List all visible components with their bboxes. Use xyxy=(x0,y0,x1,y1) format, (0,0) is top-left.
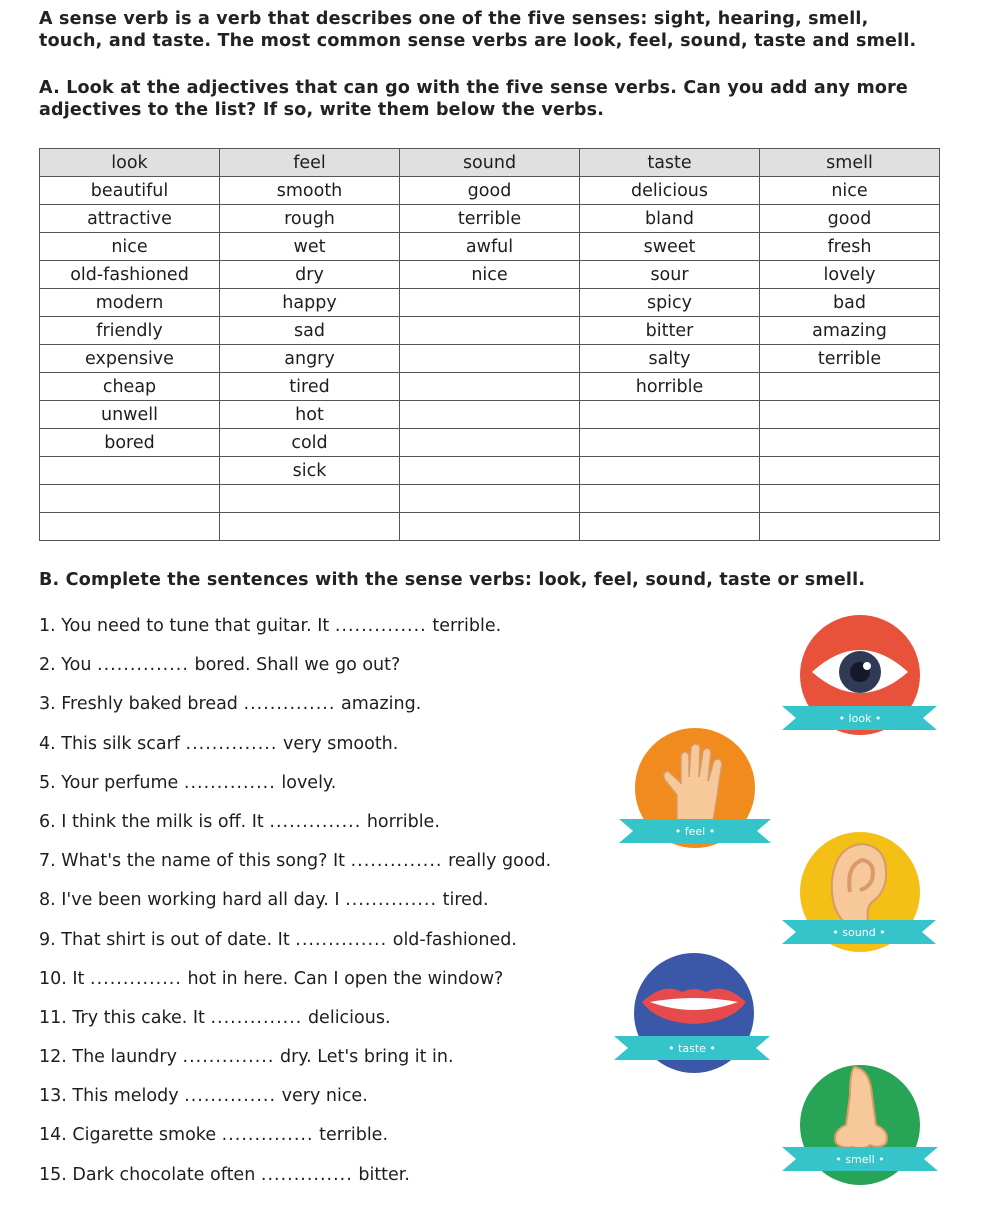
table-cell-taste: sweet xyxy=(580,233,760,261)
table-cell-smell: lovely xyxy=(760,261,940,289)
table-cell-look: beautiful xyxy=(40,177,220,205)
sentence-end: very smooth. xyxy=(283,733,399,754)
header-taste: taste xyxy=(580,149,760,177)
sentence-end: old-fashioned. xyxy=(392,929,517,950)
section-a-line-2: adjectives to the list? If so, write them below the verbs. xyxy=(39,100,605,120)
table-cell-look: old-fashioned xyxy=(40,261,220,289)
answer-blank[interactable]: .............. xyxy=(182,1047,275,1068)
table-cell-taste: horrible xyxy=(580,373,760,401)
table-cell-look: bored xyxy=(40,429,220,457)
sentence-end: bored. Shall we go out? xyxy=(194,655,401,676)
table-cell-feel: sick xyxy=(220,457,400,485)
table-cell-feel: tired xyxy=(220,373,400,401)
table-body xyxy=(40,177,940,541)
table-cell-sound xyxy=(400,513,580,541)
table-cell-sound xyxy=(400,401,580,429)
header-look: look xyxy=(40,149,220,177)
table-row xyxy=(40,457,940,485)
answer-blank[interactable]: .............. xyxy=(350,851,443,872)
answer-blank[interactable]: .............. xyxy=(295,929,388,950)
sentence-item xyxy=(39,1044,639,1083)
table-cell-look: nice xyxy=(40,233,220,261)
table-row xyxy=(40,401,940,429)
sound-ear-icon xyxy=(780,822,940,952)
table-cell-sound xyxy=(400,429,580,457)
sentence-end: terrible. xyxy=(319,1125,389,1146)
table-row xyxy=(40,373,940,401)
answer-blank[interactable]: .............. xyxy=(97,655,189,676)
table-cell-smell xyxy=(760,401,940,429)
table-cell-sound xyxy=(400,289,580,317)
sentence-start: 5. Your perfume xyxy=(39,772,179,793)
table-cell-taste: salty xyxy=(580,345,760,373)
section-b-title xyxy=(39,569,969,591)
table-row xyxy=(40,289,940,317)
sentence-item xyxy=(39,1162,639,1201)
intro-line-1: A sense verb is a verb that describes one of the five senses: sight, hearing, smell, xyxy=(39,9,869,29)
table-cell-sound xyxy=(400,485,580,513)
smell-icon-label: • smell • xyxy=(835,1153,885,1166)
answer-blank[interactable]: .............. xyxy=(334,616,427,636)
sentence-start: 7. What's the name of this song? It xyxy=(39,851,346,872)
table-cell-smell: fresh xyxy=(760,233,940,261)
sentence-start: 15. Dark chocolate often xyxy=(39,1164,256,1185)
table-cell-taste xyxy=(580,457,760,485)
answer-blank[interactable]: .............. xyxy=(345,890,438,911)
sentence-end: terrible. xyxy=(432,616,502,636)
table-cell-smell xyxy=(760,373,940,401)
sentence-end: really good. xyxy=(448,851,552,872)
header-smell: smell xyxy=(760,149,940,177)
table-cell-smell: amazing xyxy=(760,317,940,345)
answer-blank[interactable]: .............. xyxy=(243,694,336,715)
table-row xyxy=(40,485,940,513)
table-row xyxy=(40,345,940,373)
section-a-line-1: A. Look at the adjectives that can go with the five sense verbs. Can you add any more xyxy=(39,78,909,98)
table-cell-look: modern xyxy=(40,289,220,317)
table-cell-smell: nice xyxy=(760,177,940,205)
sentence-start: 9. That shirt is out of date. It xyxy=(39,929,290,950)
table-row xyxy=(40,513,940,541)
table-cell-sound: nice xyxy=(400,261,580,289)
section-b-title-text: B. Complete the sentences with the sense verbs: look, feel, sound, taste or smell. xyxy=(39,570,866,590)
answer-blank[interactable]: .............. xyxy=(269,811,362,832)
feel-icon-label: • feel • xyxy=(674,825,716,838)
table-row xyxy=(40,205,940,233)
table-cell-smell xyxy=(760,485,940,513)
sentence-end: delicious. xyxy=(307,1007,391,1028)
sentence-end: very nice. xyxy=(281,1086,368,1107)
sentence-item xyxy=(39,1005,639,1044)
answer-blank[interactable]: .............. xyxy=(90,968,182,989)
table-row xyxy=(40,177,940,205)
sentence-list xyxy=(39,613,639,1201)
sentence-end: bitter. xyxy=(358,1164,410,1185)
table-cell-taste xyxy=(580,429,760,457)
sentence-start: 10. It xyxy=(39,968,85,989)
table-cell-look: attractive xyxy=(40,205,220,233)
sentence-end: horrible. xyxy=(366,811,440,832)
sentence-end: lovely. xyxy=(281,772,337,793)
sentence-start: 3. Freshly baked bread xyxy=(39,694,238,715)
sentence-item xyxy=(39,1083,639,1122)
table-cell-taste: sour xyxy=(580,261,760,289)
table-cell-look xyxy=(40,485,220,513)
table-row xyxy=(40,233,940,261)
smell-nose-icon xyxy=(780,1055,940,1185)
sentence-end: hot in here. Can I open the window? xyxy=(187,968,504,989)
table-cell-taste xyxy=(580,401,760,429)
sentence-item xyxy=(39,731,639,770)
sentence-item xyxy=(39,927,639,966)
sound-icon-label: • sound • xyxy=(832,926,886,939)
table-cell-sound: good xyxy=(400,177,580,205)
intro-line-2: touch, and taste. The most common sense verbs are look, feel, sound, taste and smell. xyxy=(39,31,917,51)
sentence-start: 4. This silk scarf xyxy=(39,733,180,754)
table-cell-look: expensive xyxy=(40,345,220,373)
sentence-start: 2. You xyxy=(39,655,92,676)
header-feel: feel xyxy=(220,149,400,177)
table-cell-taste: spicy xyxy=(580,289,760,317)
table-cell-look xyxy=(40,457,220,485)
sentence-start: 12. The laundry xyxy=(39,1047,177,1068)
table-cell-feel: sad xyxy=(220,317,400,345)
table-cell-feel: rough xyxy=(220,205,400,233)
sentence-item xyxy=(39,809,639,848)
table-cell-feel: cold xyxy=(220,429,400,457)
section-a-instructions xyxy=(39,77,969,121)
taste-mouth-icon xyxy=(612,940,772,1075)
intro-paragraph xyxy=(39,8,969,52)
look-icon-label: • look • xyxy=(838,712,882,725)
table-cell-feel: smooth xyxy=(220,177,400,205)
table-cell-sound: terrible xyxy=(400,205,580,233)
table-cell-look: cheap xyxy=(40,373,220,401)
table-cell-sound xyxy=(400,345,580,373)
sentence-item xyxy=(39,770,639,809)
sentence-item xyxy=(39,1122,639,1161)
table-row xyxy=(40,317,940,345)
header-sound: sound xyxy=(400,149,580,177)
sentence-start: 13. This melody xyxy=(39,1086,179,1107)
sentence-end: amazing. xyxy=(340,694,422,715)
sentence-start: 14. Cigarette smoke xyxy=(39,1125,217,1146)
sentence-start: 11. Try this cake. It xyxy=(39,1007,205,1028)
table-cell-look: unwell xyxy=(40,401,220,429)
sentence-end: tired. xyxy=(442,890,489,911)
answer-blank[interactable]: .............. xyxy=(221,1125,314,1146)
sentence-end: dry. Let's bring it in. xyxy=(279,1047,454,1068)
table-cell-taste: bitter xyxy=(580,317,760,345)
table-cell-taste xyxy=(580,513,760,541)
table-cell-feel: hot xyxy=(220,401,400,429)
table-cell-taste xyxy=(580,485,760,513)
sentence-start: 1. You need to tune that guitar. It xyxy=(39,616,330,636)
sentence-item xyxy=(39,652,639,691)
sentence-item xyxy=(39,966,639,1005)
table-cell-smell xyxy=(760,513,940,541)
table-cell-smell: bad xyxy=(760,289,940,317)
table-cell-feel: dry xyxy=(220,261,400,289)
answer-blank[interactable]: .............. xyxy=(183,772,276,793)
sentence-item xyxy=(39,848,639,887)
table-cell-taste: delicious xyxy=(580,177,760,205)
sentence-item xyxy=(39,691,639,730)
table-cell-sound xyxy=(400,373,580,401)
table-cell-feel xyxy=(220,485,400,513)
table-cell-smell xyxy=(760,429,940,457)
table-cell-feel: wet xyxy=(220,233,400,261)
sentence-item xyxy=(39,887,639,926)
table-cell-sound xyxy=(400,317,580,345)
look-eye-icon xyxy=(782,610,942,735)
table-cell-taste: bland xyxy=(580,205,760,233)
feel-hand-icon xyxy=(615,725,775,850)
answer-blank[interactable]: .............. xyxy=(260,1164,353,1185)
answer-blank[interactable]: .............. xyxy=(185,733,278,754)
sentence-item xyxy=(39,613,639,652)
table-cell-smell xyxy=(760,457,940,485)
sentence-start: 6. I think the milk is off. It xyxy=(39,811,264,832)
table-cell-feel xyxy=(220,513,400,541)
table-cell-smell: good xyxy=(760,205,940,233)
table-cell-smell: terrible xyxy=(760,345,940,373)
table-row xyxy=(40,429,940,457)
table-row xyxy=(40,261,940,289)
answer-blank[interactable]: .............. xyxy=(210,1007,303,1028)
answer-blank[interactable]: .............. xyxy=(184,1086,277,1107)
table-cell-feel: angry xyxy=(220,345,400,373)
sense-adjectives-table xyxy=(39,148,940,541)
table-header-row xyxy=(40,149,940,177)
taste-icon-label: • taste • xyxy=(668,1042,716,1055)
table-cell-look xyxy=(40,513,220,541)
sentence-start: 8. I've been working hard all day. I xyxy=(39,890,340,911)
table-cell-sound: awful xyxy=(400,233,580,261)
table-cell-feel: happy xyxy=(220,289,400,317)
table-cell-look: friendly xyxy=(40,317,220,345)
table-cell-sound xyxy=(400,457,580,485)
